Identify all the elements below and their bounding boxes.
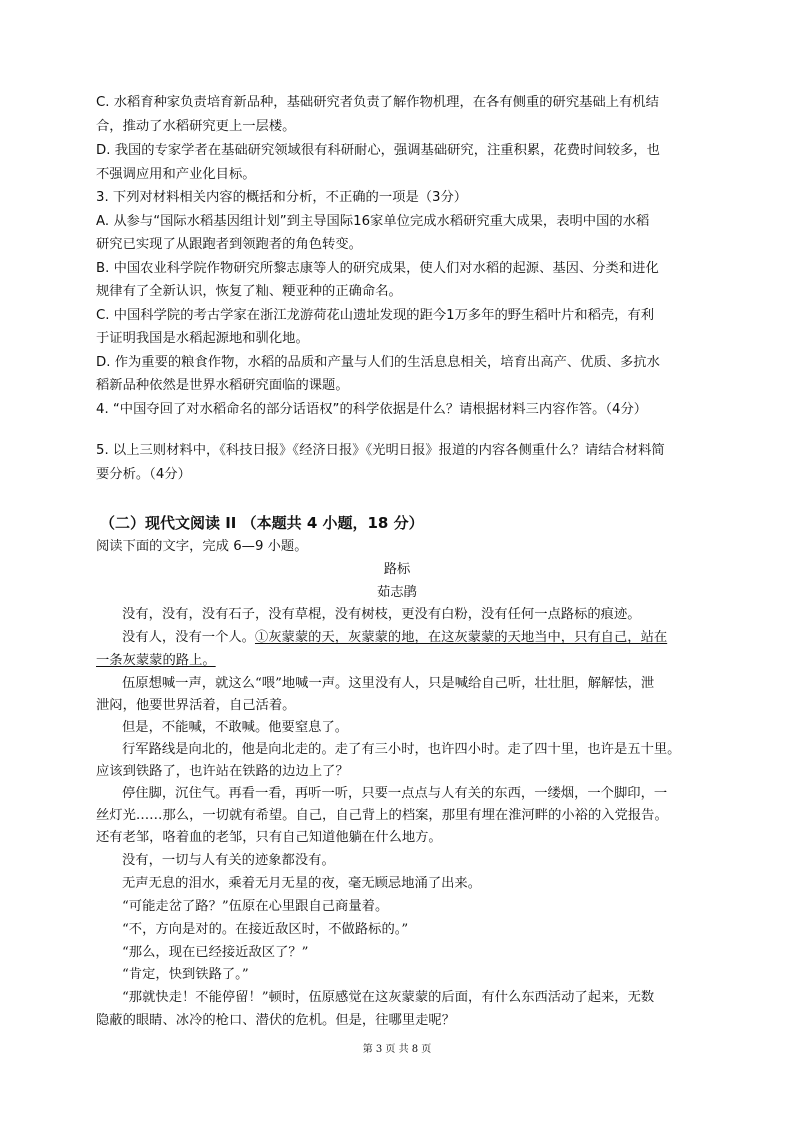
- question-3-option-d-line1: D. 作为重要的粮食作物，水稻的品质和产量与人们的生活息息相关，培育出高产、优质、多抗水: [96, 355, 660, 370]
- paragraph-5-line1: 行军路线是向北的，他是向北走的。走了有三小时，也许四小时。走了四十里，也许是五十里。: [122, 742, 681, 757]
- paragraph-2-lead: 没有人，没有一个人。: [122, 630, 255, 645]
- paragraph-11: “那么，现在已经接近敌区了？”: [122, 945, 309, 960]
- underlined-sentence-1: ①灰蒙蒙的天，灰蒙蒙的地，在这灰蒙蒙的天地当中，只有自己，站在: [254, 630, 668, 645]
- paragraph-3-line2: 泄闷，他要世界活着，自己活着。: [96, 698, 296, 713]
- option-d-line1: D. 我国的专家学者在基础研究领域很有科研耐心，强调基础研究，注重积累，花费时间较多，也: [96, 143, 660, 158]
- section-heading: （二）现代文阅读 II （本题共 4 小题，18 分）: [100, 514, 424, 532]
- paragraph-1: 没有，没有，没有石子，没有草棍，没有树枝，更没有白粉，没有任何一点路标的痕迹。: [122, 607, 641, 622]
- paragraph-7: 没有，一切与人有关的迹象都没有。: [122, 853, 335, 868]
- paragraph-13-line2: 隐蔽的眼睛、冰冷的枪口、潜伏的危机。但是，往哪里走呢？: [96, 1013, 456, 1028]
- paragraph-4: 但是，不能喊，不敢喊。他要窒息了。: [122, 720, 349, 735]
- paragraph-8: 无声无息的泪水，乘着无月无星的夜，毫无顾忌地涌了出来。: [122, 876, 482, 891]
- paragraph-9: “可能走岔了路？”伍原在心里跟自己商量着。: [122, 899, 389, 914]
- question-5-line2: 要分析。（4分）: [96, 467, 191, 482]
- paragraph-12: “肯定，快到铁路了。”: [122, 967, 249, 982]
- paragraph-3-line1: 伍原想喊一声，就这么“喂”地喊一声。这里没有人，只是喊给自己听，壮壮胆，解解怯，泄: [122, 676, 655, 691]
- question-3: 3. 下列对材料相关内容的概括和分析，不正确的一项是（3分）: [96, 190, 468, 205]
- paragraph-10: “不，方向是对的。在接近敌区时，不做路标的。”: [122, 922, 409, 937]
- question-3-option-c-line2: 于证明我国是水稻起源地和驯化地。: [96, 331, 309, 346]
- story-author: 茹志鹃: [377, 585, 417, 600]
- paragraph-5-line2: 应该到铁路了，也许站在铁路的边边上了？: [96, 764, 349, 779]
- question-3-option-b-line1: B. 中国农业科学院作物研究所黎志康等人的研究成果，使人们对水稻的起源、基因、分类和进化: [96, 261, 659, 276]
- question-3-option-a-line1: A. 从参与“国际水稻基因组计划”到主导国际16家单位完成水稻研究重大成果，表明中国的水稻: [96, 214, 650, 229]
- paragraph-6-line1: 停住脚，沉住气。再看一看，再听一听，只要一点点与人有关的东西，一缕烟，一个脚印，一: [122, 786, 668, 801]
- option-c-line2: 合，推动了水稻研究更上一层楼。: [96, 119, 296, 134]
- underlined-sentence-1-end: 一条灰蒙蒙的路上。: [96, 653, 216, 668]
- question-3-option-b-line2: 规律有了全新认识，恢复了籼、粳亚种的正确命名。: [96, 284, 402, 299]
- question-3-option-a-line2: 研究已实现了从跟跑者到领跑者的角色转变。: [96, 237, 362, 252]
- story-title: 路标: [383, 562, 411, 577]
- paragraph-13-line1: “那就快走！不能停留！”顿时，伍原感觉在这灰蒙蒙的后面，有什么东西活动了起来，无数: [122, 990, 655, 1005]
- question-5-line1: 5. 以上三则材料中，《科技日报》《经济日报》《光明日报》报道的内容各侧重什么？请结合材料简: [96, 443, 665, 458]
- option-c-line1: C. 水稻育种家负责培育新品种，基础研究者负责了解作物机理，在各有侧重的研究基础上有机结: [96, 95, 659, 110]
- page-number: 第 3 页 共 8 页: [362, 1044, 432, 1055]
- paragraph-6-line2: 丝灯光……那么，一切就有希望。自己，自己背上的档案，那里有埋在淮河畔的小裕的入党报告。: [96, 808, 668, 823]
- paragraph-2-line1: [96, 629, 698, 647]
- paragraph-2-line2: [96, 652, 698, 670]
- paragraph-6-line3: 还有老邹，咯着血的老邹，只有自己知道他躺在什么地方。: [96, 830, 442, 845]
- question-3-option-c-line1: C. 中国科学院的考古学家在浙江龙游荷花山遗址发现的距今1万多年的野生稻叶片和稻壳，有利: [96, 308, 655, 323]
- option-d-line2: 不强调应用和产业化目标。: [96, 167, 256, 182]
- question-3-option-d-line2: 稻新品种依然是世界水稻研究面临的课题。: [96, 378, 349, 393]
- reading-instruction: 阅读下面的文字，完成 6—9 小题。: [96, 539, 308, 554]
- question-4: 4. “中国夺回了对水稻命名的部分话语权”的科学依据是什么？请根据材料三内容作答。（4分）: [96, 402, 648, 417]
